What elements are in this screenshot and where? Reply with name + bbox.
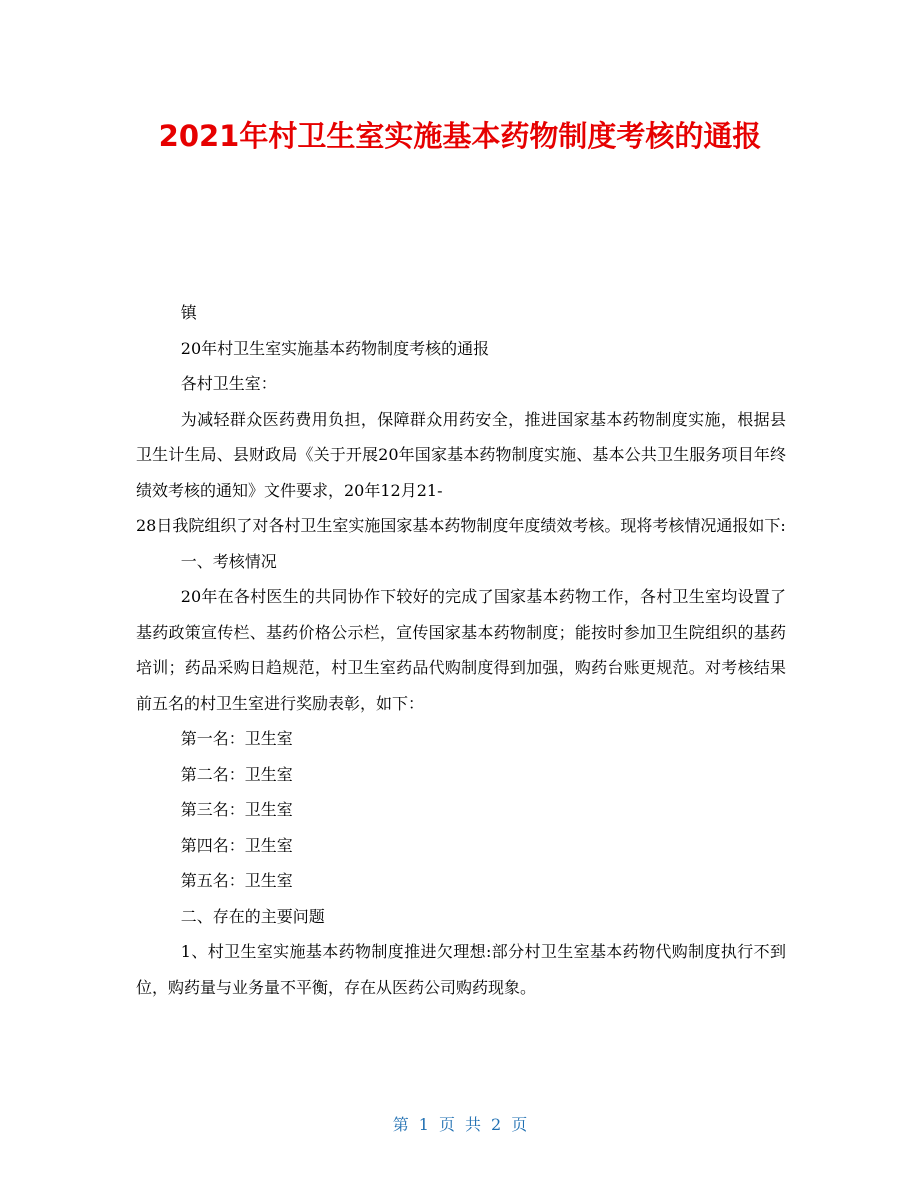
footer-prefix: 第 <box>392 1115 409 1134</box>
paragraph-subtitle: 20年村卫生室实施基本药物制度考核的通报 <box>180 338 490 358</box>
paragraph-intro-continued: 28日我院组织了对各村卫生室实施国家基本药物制度年度绩效考核。现将考核情况通报如下: <box>136 516 786 535</box>
document-title: 2021年村卫生室实施基本药物制度考核的通报 <box>158 119 762 153</box>
ranking-item-3: 第三名：卫生室 <box>180 800 293 819</box>
page-number-footer <box>0 1113 920 1137</box>
paragraph-assessment: 20年在各村医生的共同协作下较好的完成了国家基本药物工作，各村卫生室均设置了基药政策宣传栏、基药价格公示栏，宣传国家基本药物制度；能按时参加卫生院组织的基药培训；药品采购日趋规范，村卫生室药品代购制度得到加强，购药台账更规范。对考核结果前五名的村卫生室进行奖励表彰，如下： <box>136 587 786 713</box>
ranking-item-1: 第一名：卫生室 <box>180 729 293 748</box>
ranking-item-2: 第二名：卫生室 <box>180 764 293 784</box>
footer-current-page: 1 <box>418 1115 429 1134</box>
ranking-item-4: 第四名：卫生室 <box>180 835 293 855</box>
ranking-item-5: 第五名：卫生室 <box>180 871 293 890</box>
document-body <box>136 295 786 1005</box>
footer-page-word: 页 <box>438 1115 455 1134</box>
paragraph-problem-1: 1、村卫生室实施基本药物制度推进欠理想:部分村卫生室基本药物代购制度执行不到位，购药量与业务量不平衡，存在从医药公司购药现象。 <box>136 942 786 997</box>
section-heading-assessment: 一、考核情况 <box>180 551 277 571</box>
footer-total-word: 共 <box>465 1115 482 1134</box>
section-heading-problems: 二、存在的主要问题 <box>180 906 325 926</box>
paragraph-salutation: 各村卫生室： <box>180 374 277 393</box>
paragraph-intro: 为减轻群众医药费用负担，保障群众用药安全，推进国家基本药物制度实施，根据县卫生计生局、县财政局《关于开展20年国家基本药物制度实施、基本公共卫生服务项目年终绩效考核的通知》文件要求，20年12月21- <box>136 409 786 500</box>
footer-total-pages: 2 <box>491 1115 502 1134</box>
paragraph-town: 镇 <box>180 303 197 322</box>
footer-suffix: 页 <box>511 1115 528 1134</box>
